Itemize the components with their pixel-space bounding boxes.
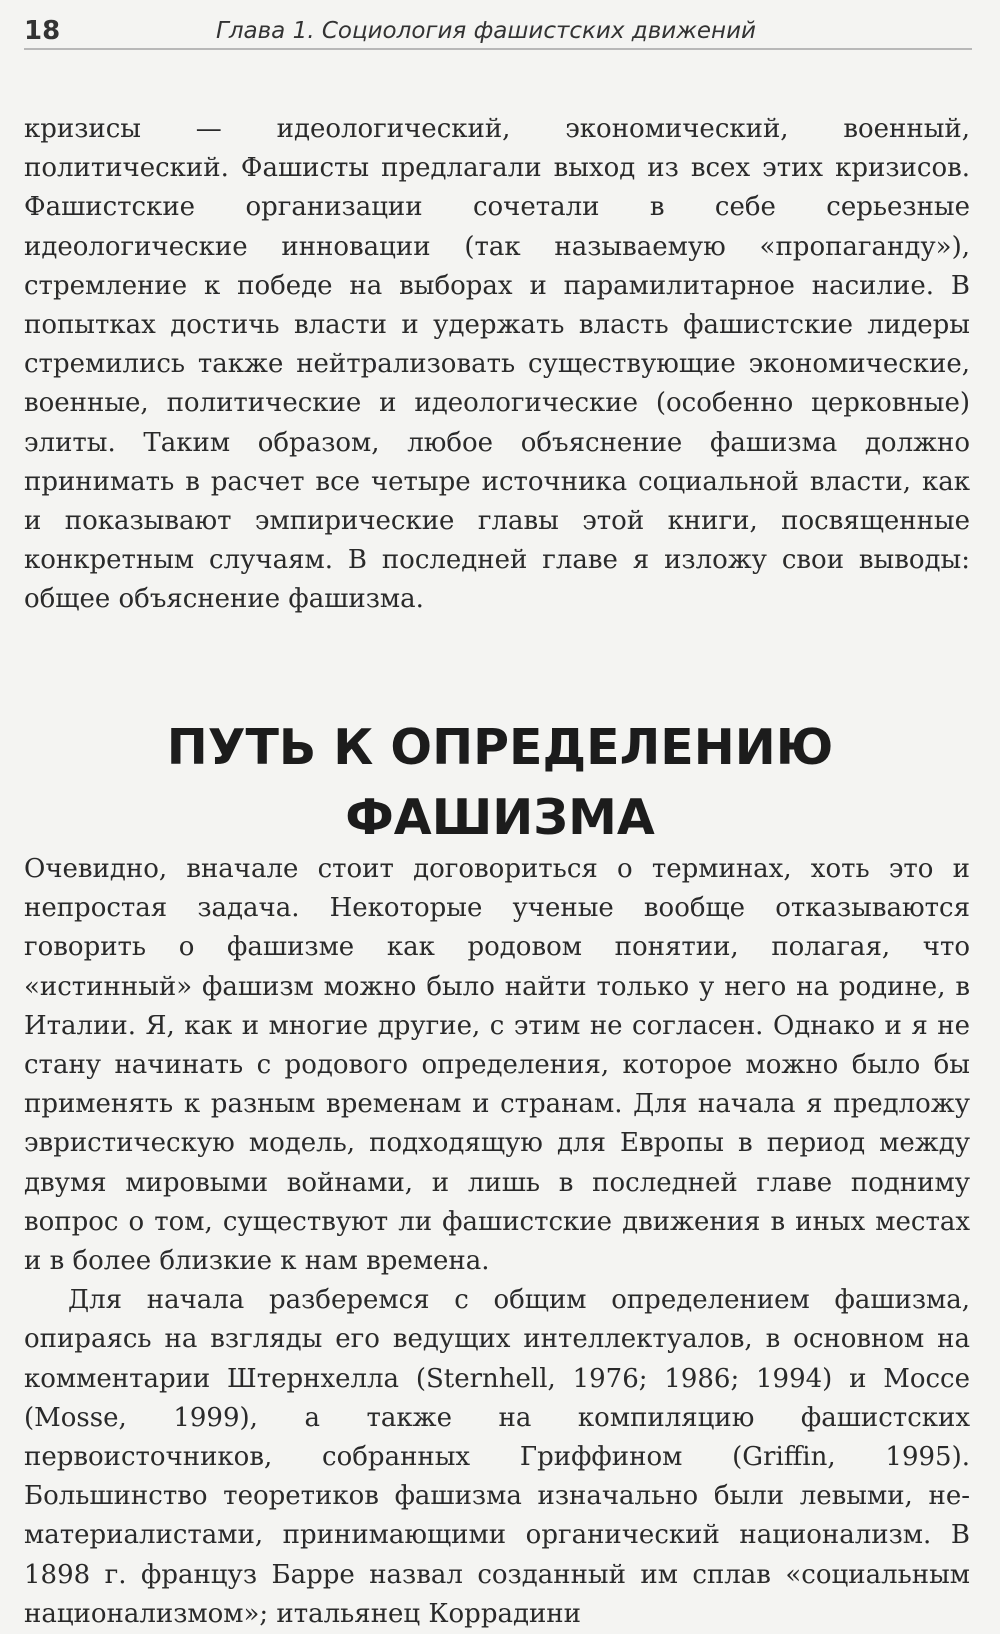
- section-heading-line: ФАШИЗМА: [345, 788, 655, 846]
- paragraph: Очевидно, вначале стоит договориться о терминах, хоть это и непростая задача. Некоторые ученые вообще отказываются говорить о фашизме как родовом понятии, полагая, что «истинный» фашизм можно было найти только у него на родине, в Италии. Я, как и многие другие, с этим не согласен. Однако и я не стану начинать с родового определения, которое можно было бы применять к разным временам и странам. Для начала я предложу эвристическую модель, подходящую для Европы в период между двумя мировыми войнами, и лишь в последней главе подниму вопрос о том, существуют ли фашистские движения в иных местах и в более близкие к нам времена.: [24, 854, 970, 1277]
- text-block-top: [24, 110, 970, 620]
- running-header: [24, 10, 972, 50]
- text-block-bottom: [24, 850, 970, 1634]
- paragraph: Для начала разберемся с общим определением фашизма, опираясь на взгляды его ведущих интеллектуалов, в основном на комментарии Штернхелла (Sternhell, 1976; 1986; 1994) и Моссе (Mosse, 1999), а также на компиляцию фашистских первоисточников, собранных Гриффином (Griffin, 1995). Большинство теоретиков фашизма изначально были левыми, не-материалистами, принимающими органический национализм. В 1898 г. француз Барре назвал созданный им сплав «социальным национализмом»; итальянец Коррадини: [24, 1285, 970, 1629]
- page-number: 18: [24, 16, 61, 46]
- chapter-title: Глава 1. Социология фашистских движений: [216, 18, 756, 44]
- section-heading-line: ПУТЬ К ОПРЕДЕЛЕНИЮ: [166, 718, 834, 776]
- paragraph: кризисы — идеологический, экономический, военный, политический. Фашисты предлагали выход из всех этих кризисов. Фашистские организации сочетали в себе серьезные идеологические инновации (так называемую «пропаганду»), стремление к победе на выборах и парамилитарное насилие. В попытках достичь власти и удержать власть фашистские лидеры стремились также нейтрализовать существующие экономические, военные, политические и идеологические (особенно церковные) элиты. Таким образом, любое объяснение фашизма должно принимать в расчет все четыре источника социальной власти, как и показывают эмпирические главы этой книги, посвященные конкретным случаям. В последней главе я изложу свои выводы: общее объяснение фашизма.: [24, 114, 970, 615]
- section-heading: [0, 713, 1000, 853]
